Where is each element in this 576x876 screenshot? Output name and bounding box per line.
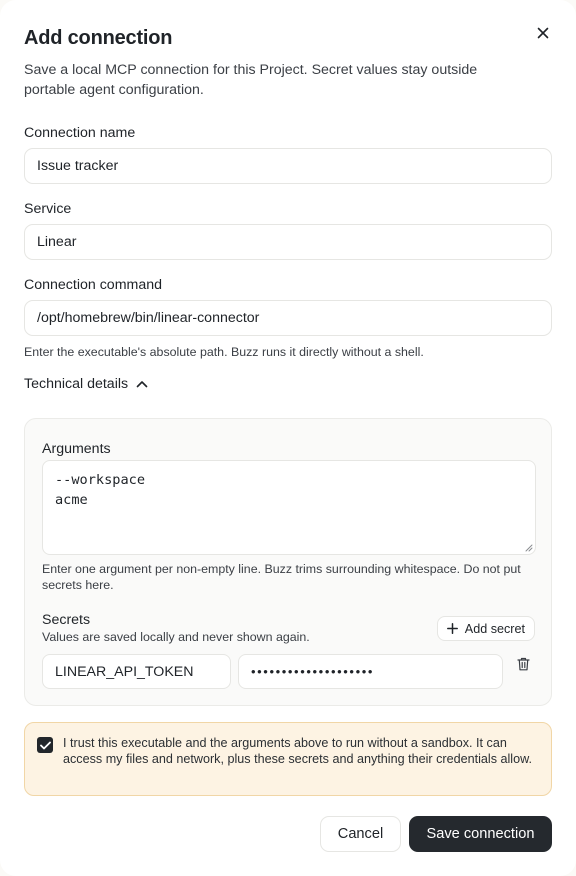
close-icon [537, 27, 549, 39]
delete-secret-button[interactable] [517, 657, 530, 676]
secret-masked-value: •••••••••••••••••••• [251, 664, 375, 679]
secrets-subtitle: Values are saved locally and never shown again. [42, 630, 310, 644]
connection-name-label: Connection name [24, 125, 136, 141]
chevron-up-icon [136, 380, 148, 388]
trash-icon [517, 657, 530, 671]
resize-handle-icon[interactable] [524, 543, 533, 552]
add-secret-button[interactable] [437, 616, 535, 641]
close-button[interactable] [532, 22, 554, 44]
dialog-title: Add connection [24, 27, 173, 49]
arguments-textarea[interactable] [42, 460, 536, 555]
connection-name-field [24, 124, 552, 184]
connection-command-input[interactable] [24, 300, 552, 336]
connection-command-value: /opt/homebrew/bin/linear-connector [37, 310, 260, 326]
service-value: Linear [37, 234, 77, 250]
cancel-button[interactable]: Cancel [320, 816, 401, 852]
save-connection-button[interactable]: Save connection [409, 816, 552, 852]
secret-key-value: LINEAR_API_TOKEN [55, 663, 194, 680]
secrets-label: Secrets [42, 612, 91, 628]
service-input[interactable] [24, 224, 552, 260]
secret-key-input[interactable] [42, 654, 231, 689]
connection-name-input[interactable] [24, 148, 552, 184]
technical-details-toggle[interactable] [24, 376, 148, 392]
arguments-label: Arguments [42, 441, 111, 457]
connection-command-help: Enter the executable's absolute path. Buzz runs it directly without a shell. [24, 345, 424, 359]
trust-checkbox[interactable] [37, 737, 53, 753]
trust-warning [24, 722, 552, 796]
argument-line: --workspace [55, 472, 146, 488]
arguments-help: Enter one argument per non-empty line. Buzz trims surrounding whitespace. Do not put secrets here. [42, 562, 521, 592]
add-secret-label: Add secret [464, 621, 525, 636]
trust-text: I trust this executable and the arguments above to run without a sandbox. It can access my files and network, plus these secrets and anything their credentials allow. [63, 736, 533, 766]
technical-details-panel [24, 418, 552, 706]
argument-line: acme [55, 492, 88, 508]
connection-command-label: Connection command [24, 277, 163, 293]
connection-name-value: Issue tracker [37, 158, 119, 174]
plus-icon [447, 623, 458, 634]
connection-command-field [24, 276, 552, 360]
service-field [24, 200, 552, 260]
dialog-description: Save a local MCP connection for this Project. Secret values stay outside portable agent configuration. [24, 62, 478, 98]
service-label: Service [24, 201, 72, 217]
secret-value-input[interactable] [238, 654, 503, 689]
technical-details-label: Technical details [24, 376, 129, 392]
check-icon [40, 741, 51, 750]
